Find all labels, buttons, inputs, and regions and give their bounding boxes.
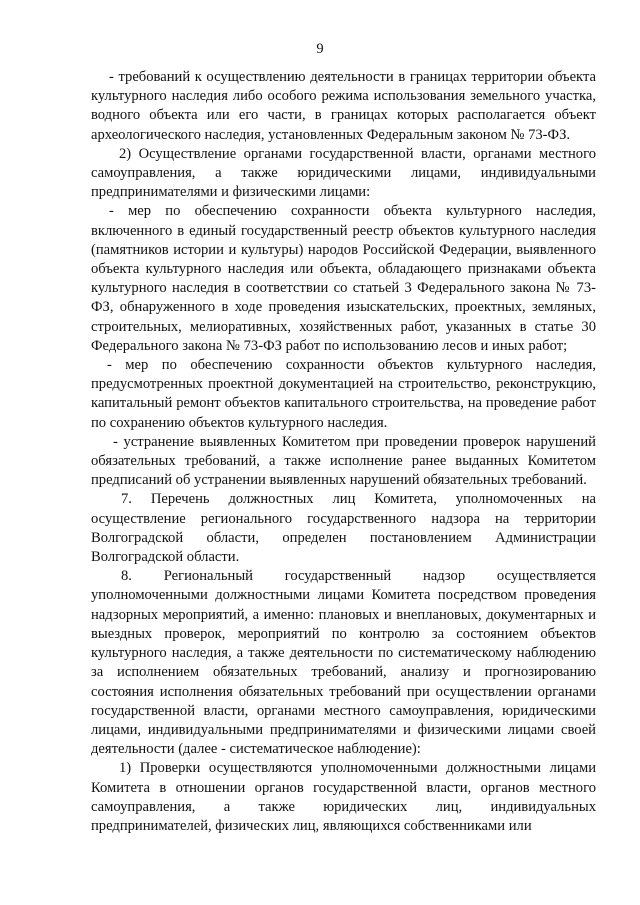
paragraph-item-2: 2) Осуществление органами государственной власти, органами местного самоуправления, а также юридическими лицами, индивидуальными предпринимателями и физическими лицами: bbox=[91, 145, 596, 201]
paragraph-item-7: 7. Перечень должностных лиц Комитета, уполномоченных на осуществление регионального государственного надзора на территории Волгоградской области, определен постановлением Администрации Волгоградской области. bbox=[91, 491, 596, 566]
paragraph-inspections: 1) Проверки осуществляются уполномоченными должностными лицами Комитета в отношении органов государственной власти, органов местного самоуправления, а также юридических лиц, индивидуальных предпринимателей, физических лиц, являющихся собственниками или bbox=[91, 760, 596, 834]
paragraph-violation-elimination: - устранение выявленных Комитетом при проведении проверок нарушений обязательных требований, а также исполнение ранее выданных Комитетом предписаний об устранении выявленных нарушений обязательных требований. bbox=[91, 433, 596, 489]
document-body bbox=[91, 68, 596, 836]
paragraph-requirements-territory: - требований к осуществлению деятельности в границах территории объекта культурного наследия либо особого режима использования земельного участка, водного объекта или его части, в границах которых располагается объект археологического наследия, установленных Федеральным законом № 73-ФЗ. bbox=[91, 69, 596, 143]
paragraph-item-8: 8. Региональный государственный надзор осуществляется уполномоченными должностными лицами Комитета посредством проведения надзорных мероприятий, а именно: плановых и внеплановых, документарных и выездных проверок, мероприятий по контролю за состоянием объектов культурного наследия, а также деятельности по систематическому наблюдению за исполнением обязательных требований, анализу и прогнозированию состояния исполнения обязательных требований при осуществлении органами государственной власти, органами местного самоуправления, юридическими лицами, индивидуальными предпринимателями и физическими лицами своей деятельности (далее - систематическое наблюдение): bbox=[91, 568, 596, 758]
paragraph-project-measures: - мер по обеспечению сохранности объектов культурного наследия, предусмотренных проектной документацией на строительство, реконструкцию, капитальный ремонт объектов капитального строительства, на проведение работ по сохранению объектов культурного наследия. bbox=[91, 357, 596, 431]
page-number: 9 bbox=[316, 41, 324, 57]
paragraph-preservation-measures: - мер по обеспечению сохранности объекта культурного наследия, включенного в единый государственный реестр объектов культурного наследия (памятников истории и культуры) народов Российской Федерации, выявленного объекта культурного наследия или объекта, обладающего признаками объекта культурного наследия в соответствии со статьей 3 Федерального закона № 73-ФЗ, обнаруженного в ходе проведения изыскательских, проектных, земляных, строительных, мелиоративных, хозяйственных работ, указанных в статье 30 Федерального закона № 73-ФЗ работ по использованию лесов и иных работ; bbox=[91, 203, 596, 354]
